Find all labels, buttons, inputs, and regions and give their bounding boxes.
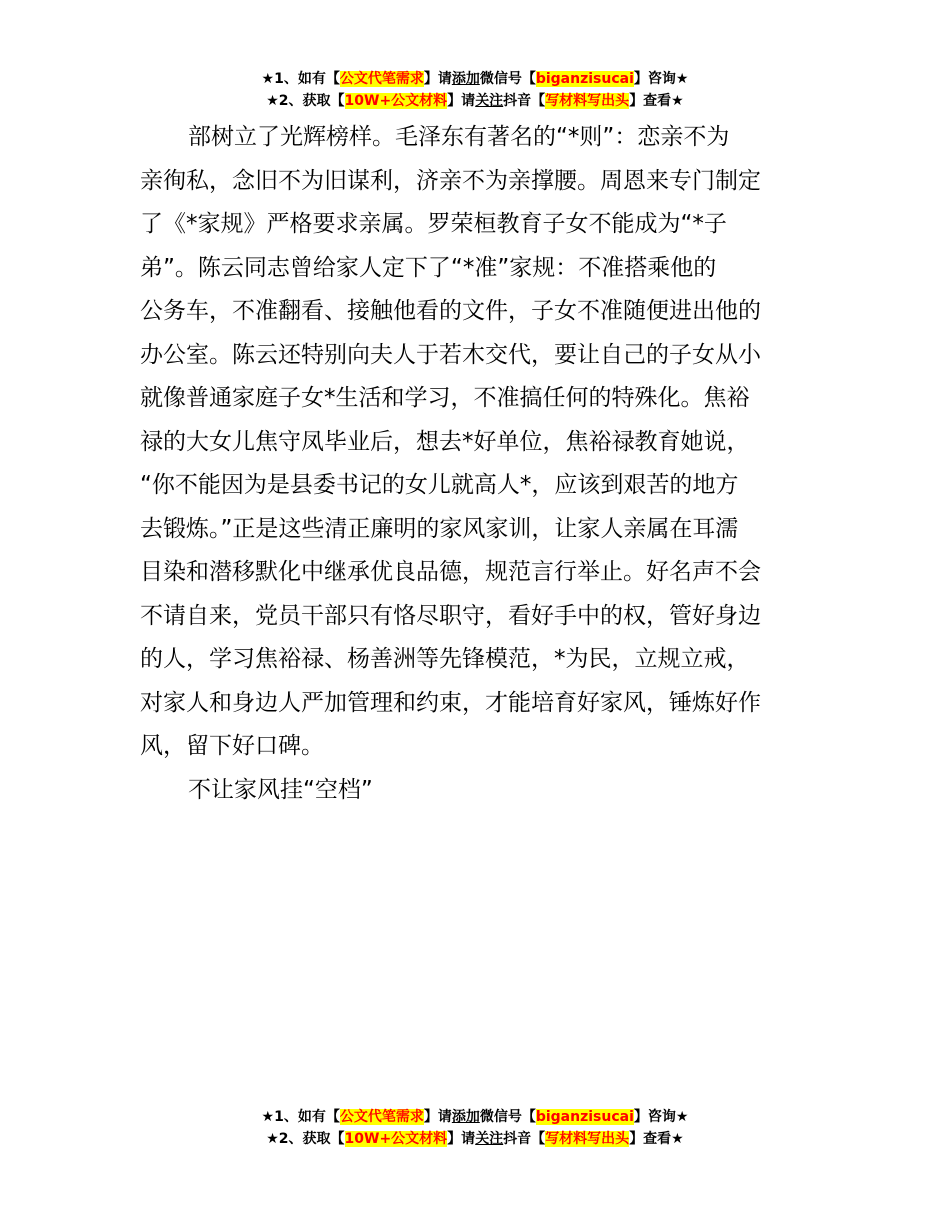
banner-text: 】请: [423, 71, 452, 87]
text-line: 对家人和身边人严加管理和约束，才能培育好家风，锤炼好作: [140, 689, 761, 716]
footer-banner: [0, 1106, 950, 1150]
highlight-service: 公文代笔需求: [339, 1109, 424, 1125]
banner-text: 】查看★: [629, 93, 684, 109]
text-line: 了《*家规》严格要求亲属。罗荣桓教育子女不能成为“*子: [140, 211, 727, 237]
text-line: 部树立了光辉榜样。毛泽东有著名的“*则”：恋亲不为: [188, 124, 730, 150]
text-line: 去锻炼。”正是这些清正廉明的家风家训，让家人亲属在耳濡: [140, 515, 739, 542]
banner-text: 微信号【: [479, 1109, 536, 1125]
banner-line-1: [0, 1106, 950, 1128]
highlight-douyin-account: 写材料写出头: [545, 93, 630, 109]
text-line: 办公室。陈云还特别向夫人于若木交代，要让自己的子女从小: [140, 341, 761, 368]
document-body: [140, 116, 812, 812]
text-line: 目染和潜移默化中继承优良品德，规范言行举止。好名声不会: [140, 559, 761, 585]
banner-text: 】咨询★: [633, 1109, 689, 1125]
text-line: 亲徇私，念旧不为旧谋利，济亲不为亲撑腰。周恩来专门制定: [140, 167, 761, 194]
banner-text: 抖音【: [503, 1131, 546, 1147]
banner-line-2: [0, 90, 950, 112]
banner-text: 】请: [447, 93, 476, 109]
heading-text: 不让家风挂“空档”: [188, 776, 373, 803]
text-line: 的人，学习焦裕禄、杨善洲等先锋模范，*为民，立规立戒，: [140, 646, 750, 672]
banner-text: ★2、获取【: [266, 93, 345, 109]
banner-emphasis: 关注: [475, 1131, 504, 1147]
banner-text: 微信号【: [479, 71, 536, 87]
text-line: 风，留下好口碑。: [140, 733, 324, 759]
text-line: 弟”。陈云同志曾给家人定下了“*准”家规：不准搭乘他的: [140, 254, 717, 281]
banner-text: ★1、如有【: [261, 71, 340, 87]
text-line: 禄的大女儿焦守凤毕业后，想去*好单位，焦裕禄教育她说，: [140, 428, 750, 455]
text-line: 不请自来，党员干部只有恪尽职守，看好手中的权，管好身边: [140, 602, 761, 629]
highlight-materials: 10W+公文材料: [344, 93, 448, 109]
highlight-wechat-id: biganzisucai: [535, 71, 634, 87]
banner-text: 】请: [447, 1131, 476, 1147]
banner-emphasis: 添加: [451, 71, 480, 87]
highlight-douyin-account: 写材料写出头: [545, 1131, 630, 1147]
banner-text: 抖音【: [503, 93, 546, 109]
text-line: “你不能因为是县委书记的女儿就高人*，应该到艰苦的地方: [140, 472, 739, 498]
banner-text: 】请: [423, 1109, 452, 1125]
banner-emphasis: 添加: [451, 1109, 480, 1125]
text-line: 就像普通家庭子女*生活和学习，不准搞任何的特殊化。焦裕: [140, 385, 750, 411]
banner-text: ★1、如有【: [261, 1109, 340, 1125]
body-paragraph: [140, 116, 812, 769]
banner-line-2: [0, 1128, 950, 1150]
highlight-service: 公文代笔需求: [339, 71, 424, 87]
banner-text: ★2、获取【: [266, 1131, 345, 1147]
banner-text: 】咨询★: [633, 71, 689, 87]
banner-line-1: [0, 68, 950, 90]
highlight-materials: 10W+公文材料: [344, 1131, 448, 1147]
highlight-wechat-id: biganzisucai: [535, 1109, 634, 1125]
text-line: 公务车，不准翻看、接触他看的文件，子女不准随便进出他的: [140, 298, 761, 324]
section-heading: [140, 769, 812, 813]
header-banner: [0, 68, 950, 112]
banner-emphasis: 关注: [475, 93, 504, 109]
banner-text: 】查看★: [629, 1131, 684, 1147]
